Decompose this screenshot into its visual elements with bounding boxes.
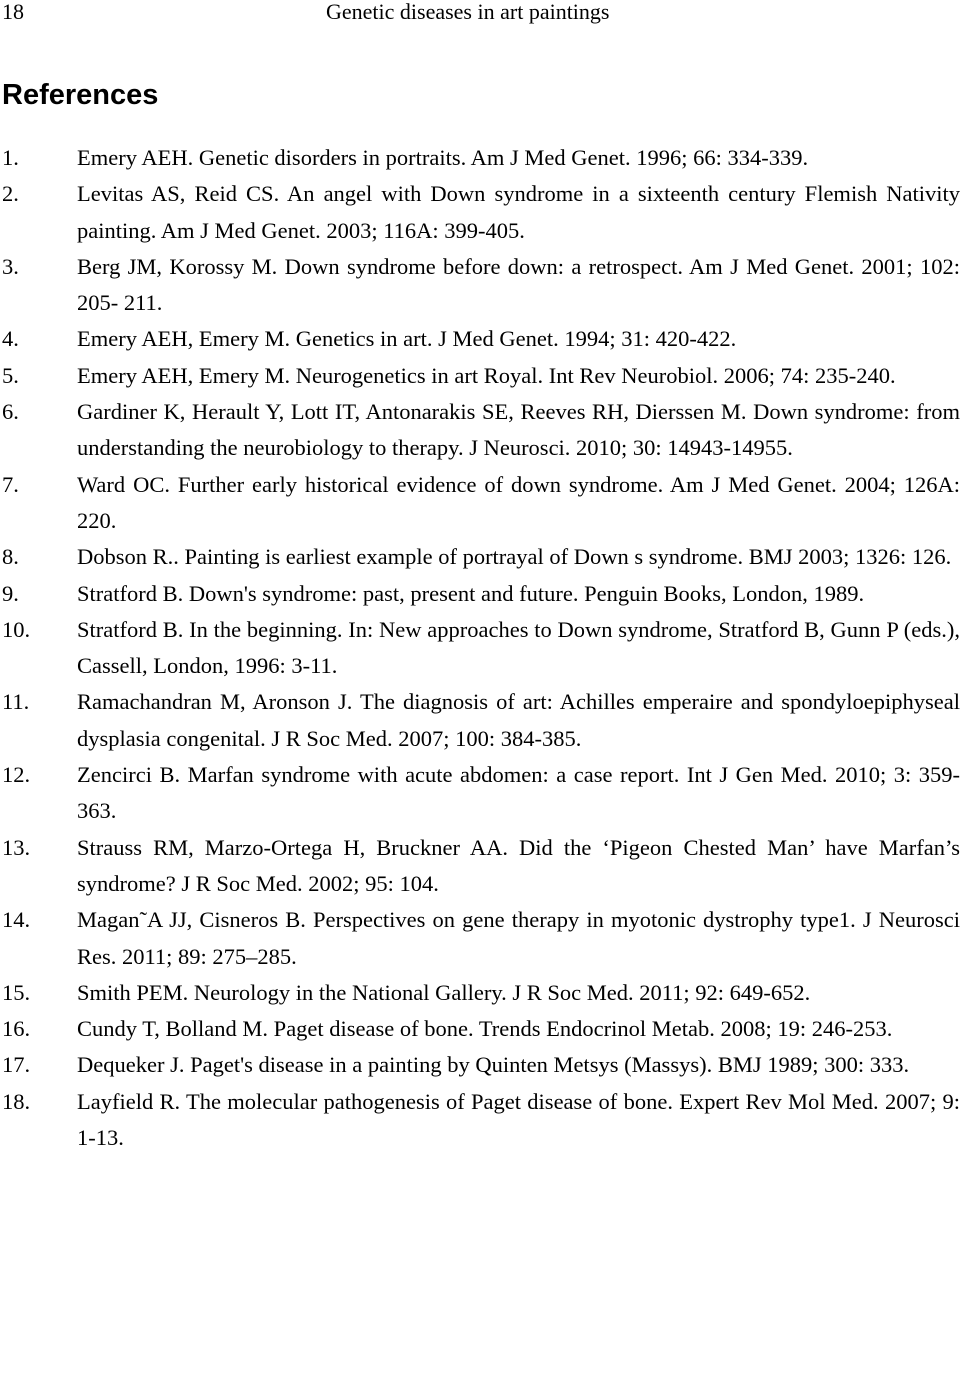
reference-number: 11.: [2, 689, 30, 715]
reference-item: [0, 684, 960, 757]
reference-text: Dobson R.. Painting is earliest example of portrayal of Down s syndrome. BMJ 2003; 1326: 126.: [77, 544, 952, 570]
reference-text: Strauss RM, Marzo-Ortega H, Bruckner AA. Did the ‘Pigeon Chested Man’ have Marfan’s syndrome? J R Soc Med. 2002; 95: 104.: [77, 834, 960, 896]
reference-number: 17.: [2, 1052, 31, 1078]
reference-text: Levitas AS, Reid CS. An angel with Down syndrome in a sixteenth century Flemish Nativity painting. Am J Med Genet. 2003; 116A: 399-405.: [77, 181, 960, 243]
reference-item: [0, 176, 960, 249]
reference-number: 5.: [2, 362, 19, 388]
reference-item: [0, 612, 960, 685]
reference-text: Layfield R. The molecular pathogenesis of Paget disease of bone. Expert Rev Mol Med. 2007; 9: 1-13.: [77, 1088, 960, 1151]
reference-number: 10.: [2, 616, 31, 642]
reference-item: [0, 539, 960, 575]
reference-item: [0, 1011, 960, 1047]
reference-item: [0, 902, 960, 975]
reference-text: Ramachandran M, Aronson J. The diagnosis of art: Achilles emperaire and spondyloepiphyseal dysplasia congenital. J R Soc Med. 2007; 100: 384-385.: [77, 689, 960, 751]
reference-text: Cundy T, Bolland M. Paget disease of bone. Trends Endocrinol Metab. 2008; 19: 246-253.: [77, 1016, 893, 1042]
reference-text: Berg JM, Korossy M. Down syndrome before down: a retrospect. Am J Med Genet. 2001; 102: 205- 211.: [77, 253, 960, 316]
reference-number: 15.: [2, 979, 31, 1005]
reference-number: 18.: [2, 1088, 31, 1114]
reference-number: 8.: [2, 544, 19, 570]
reference-number: 4.: [2, 326, 19, 352]
running-title: Genetic diseases in art paintings: [326, 0, 610, 24]
reference-number: 3.: [2, 253, 19, 279]
reference-text: Emery AEH. Genetic disorders in portraits. Am J Med Genet. 1996; 66: 334-339.: [77, 145, 809, 170]
reference-number: 16.: [2, 1016, 31, 1042]
reference-item: [0, 576, 960, 612]
reference-item: [0, 358, 960, 394]
reference-number: 12.: [2, 762, 31, 788]
reference-number: 13.: [2, 834, 31, 860]
reference-text: Ward OC. Further early historical evidence of down syndrome. Am J Med Genet. 2004; 126A: 220.: [77, 471, 960, 533]
reference-item: [0, 321, 960, 357]
reference-item: [0, 1084, 960, 1157]
reference-text: Emery AEH, Emery M. Neurogenetics in art Royal. Int Rev Neurobiol. 2006; 74: 235-240.: [77, 362, 896, 388]
reference-number: 7.: [2, 471, 19, 497]
reference-item: [0, 830, 960, 903]
reference-number: 14.: [2, 907, 31, 933]
reference-item: [0, 140, 960, 176]
reference-text: Emery AEH, Emery M. Genetics in art. J Med Genet. 1994; 31: 420-422.: [77, 326, 737, 352]
reference-number: 6.: [2, 399, 19, 425]
reference-number: 1.: [2, 145, 19, 170]
reference-item: [0, 467, 960, 540]
reference-text: Magan˜A JJ, Cisneros B. Perspectives on gene therapy in myotonic dystrophy type1. J Neurosci Res. 2011; 89: 275–285.: [77, 907, 960, 969]
reference-number: 9.: [2, 580, 19, 606]
reference-item: [0, 1047, 960, 1083]
running-header: [0, 0, 960, 26]
section-heading: References: [2, 79, 159, 111]
reference-text: Stratford B. In the beginning. In: New approaches to Down syndrome, Stratford B, Gunn P (eds.), Cassell, London, 1996: 3-11.: [77, 616, 960, 679]
reference-text: Gardiner K, Herault Y, Lott IT, Antonarakis SE, Reeves RH, Dierssen M. Down syndrome: from understanding the neurobiology to therapy. J Neurosci. 2010; 30: 14943-14955.: [77, 399, 960, 461]
reference-text: Dequeker J. Paget's disease in a painting by Quinten Metsys (Massys). BMJ 1989; 300: 333.: [77, 1052, 910, 1078]
reference-text: Smith PEM. Neurology in the National Gallery. J R Soc Med. 2011; 92: 649-652.: [77, 979, 811, 1005]
reference-item: [0, 394, 960, 467]
reference-number: 2.: [2, 181, 19, 207]
reference-item: [0, 975, 960, 1011]
reference-text: Zencirci B. Marfan syndrome with acute abdomen: a case report. Int J Gen Med. 2010; 3: 359-363.: [77, 762, 960, 824]
reference-item: [0, 249, 960, 322]
reference-list: [0, 140, 960, 1156]
page-number: 18: [2, 0, 24, 24]
reference-item: [0, 757, 960, 830]
reference-text: Stratford B. Down's syndrome: past, present and future. Penguin Books, London, 1989.: [77, 580, 865, 606]
